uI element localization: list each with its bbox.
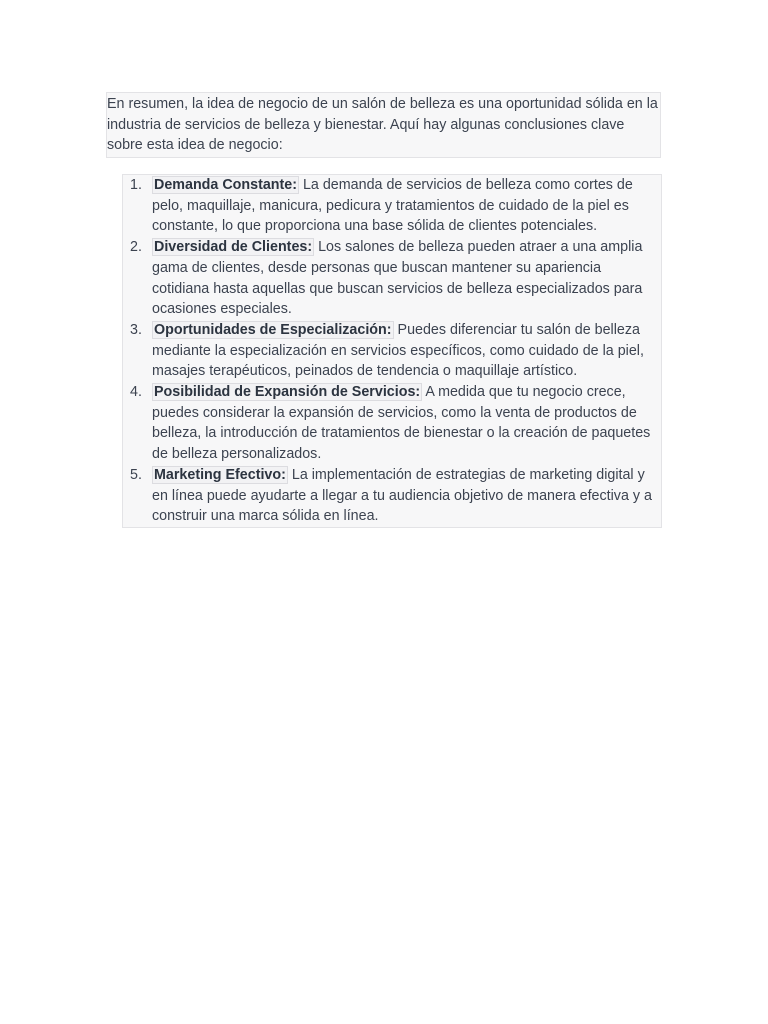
item-number: 3. xyxy=(130,321,142,338)
list-item xyxy=(123,465,662,527)
list-item xyxy=(123,237,662,320)
item-description: A medida que tu negocio crece, puedes considerar la expansión de servicios, como la venta de productos de belleza, la introducción de tratamientos de bienestar o la creación de paquetes de belleza personalizados. xyxy=(152,384,651,463)
item-term: Oportunidades de Especialización: xyxy=(154,321,392,338)
intro-paragraph xyxy=(106,92,661,158)
item-description: Los salones de belleza pueden atraer a una amplia gama de clientes, desde personas que buscan mantener su apariencia cotidiana hasta aquellas que buscan servicios de belleza especializados para ocasiones especiales. xyxy=(152,239,643,318)
item-description: La demanda de servicios de belleza como cortes de pelo, maquillaje, manicura, pedicura y tratamientos de cuidado de la piel es constante, lo que proporciona una base sólida de clientes potenciales. xyxy=(152,177,633,235)
item-term: Demanda Constante: xyxy=(154,177,297,193)
intro-text: En resumen, la idea de negocio de un salón de belleza es una oportunidad sólida en la industria de servicios de belleza y bienestar. Aquí hay algunas conclusiones clave sobre esta idea de negocio: xyxy=(107,96,658,154)
list-item xyxy=(123,382,662,465)
item-description: La implementación de estrategias de marketing digital y en línea puede ayudarte a llegar a tu audiencia objetivo de manera efectiva y a construir una marca sólida en línea. xyxy=(152,466,652,525)
item-number: 4. xyxy=(130,384,142,401)
item-description: Puedes diferenciar tu salón de belleza mediante la especialización en servicios específicos, como cuidado de la piel, masajes terapéuticos, peinados de tendencia o maquillaje artístico. xyxy=(152,321,644,380)
conclusions-list xyxy=(123,175,662,527)
item-term: Marketing Efectivo: xyxy=(154,466,286,483)
conclusions-list-box xyxy=(122,174,662,528)
item-number: 1. xyxy=(130,177,142,193)
list-item xyxy=(123,320,662,382)
list-item xyxy=(123,175,662,237)
item-term: Diversidad de Clientes: xyxy=(154,239,313,256)
item-term: Posibilidad de Expansión de Servicios: xyxy=(154,384,421,401)
item-number: 2. xyxy=(130,239,142,256)
item-number: 5. xyxy=(130,466,142,483)
